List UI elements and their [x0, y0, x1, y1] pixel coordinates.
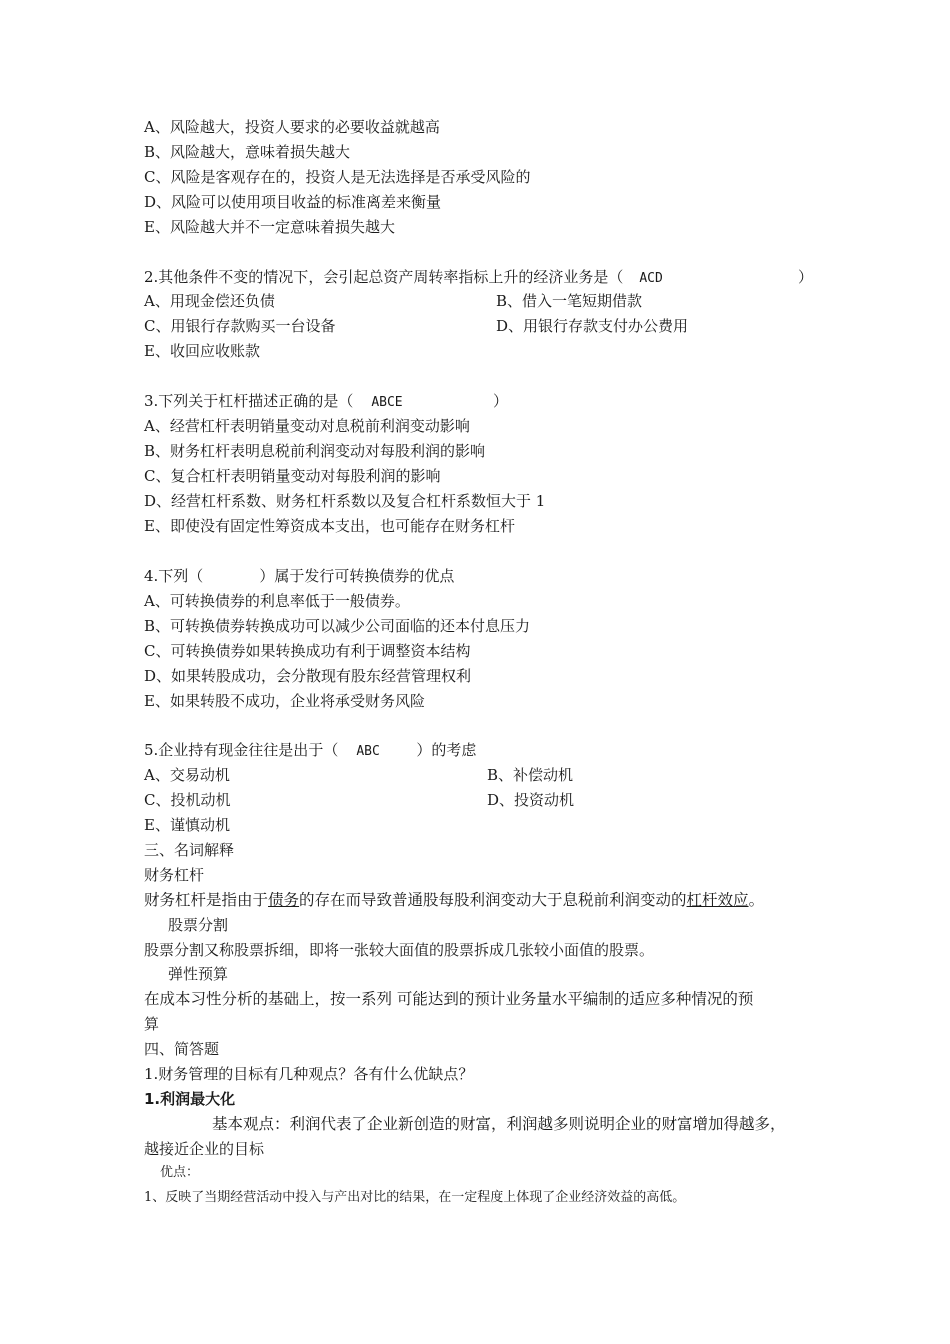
- link-debt[interactable]: 债务: [268, 891, 300, 909]
- q4-option-a: A、可转换债券的利息率低于一般债券。: [144, 592, 410, 610]
- q3-close-paren: ）: [493, 392, 509, 410]
- q2-option-e: E、收回应收账款: [144, 342, 260, 360]
- def-financial-leverage: [144, 889, 764, 911]
- q3-stem-text: 3.下列关于杠杆描述正确的是（: [144, 392, 354, 410]
- q3-answer: ABCE: [371, 395, 403, 410]
- q3-option-c: C、复合杠杆表明销量变动对每股利润的影响: [144, 467, 441, 485]
- q2-option-b: B、借入一笔短期借款: [496, 292, 643, 310]
- q3-option-b: B、财务杠杆表明息税前利润变动对每股利润的影响: [144, 442, 486, 460]
- link-leverage-effect[interactable]: 杠杆效应: [686, 891, 749, 909]
- q1-option-e: E、风险越大并不一定意味着损失越大: [144, 218, 395, 236]
- q2-stem-text: 2.其他条件不变的情况下，会引起总资产周转率指标上升的经济业务是（: [144, 268, 624, 286]
- q5-option-b: B、补偿动机: [487, 766, 574, 784]
- q1-option-b: B、风险越大，意味着损失越大: [144, 143, 351, 161]
- section4-heading: 四、简答题: [144, 1040, 220, 1058]
- def-stock-split: 股票分割又称股票拆细，即将一张较大面值的股票拆成几张较小面值的股票。: [144, 941, 655, 959]
- q3-option-a: A、经营杠杆表明销量变动对息税前利润变动影响: [144, 417, 470, 435]
- def1-part-a: 财务杠杆是指由于: [144, 891, 269, 909]
- def1-part-b: 的存在而导致普通股每股利润变动大于息税前利润变动的: [299, 891, 687, 909]
- q5-option-a: A、交易动机: [144, 766, 230, 784]
- q1-option-d: D、风险可以使用项目收益的标准离差来衡量: [144, 193, 442, 211]
- section4-question1: 1.财务管理的目标有几种观点？各有什么优缺点？: [144, 1065, 474, 1083]
- q2-option-d: D、用银行存款支付办公费用: [496, 317, 689, 335]
- q1-option-a: A、风险越大，投资人要求的必要收益就越高: [144, 118, 440, 136]
- basic-view-line2: 越接近企业的目标: [144, 1140, 265, 1158]
- def1-part-c: 。: [748, 891, 765, 909]
- q2-close-paren: ）: [798, 268, 814, 286]
- q5-option-c: C、投机动机: [144, 791, 231, 809]
- q3-option-d: D、经营杠杆系数、财务杠杆系数以及复合杠杆系数恒大于 1: [144, 492, 546, 510]
- q5-option-d: D、投资动机: [487, 791, 575, 809]
- q2-answer: ACD: [639, 271, 663, 286]
- q4-option-e: E、如果转股不成功，企业将承受财务风险: [144, 692, 425, 710]
- term-stock-split: 股票分割: [168, 916, 229, 934]
- def-flexible-budget-line2: 算: [144, 1015, 160, 1033]
- q3-stem: [144, 390, 403, 414]
- term-flexible-budget: 弹性预算: [168, 965, 229, 983]
- def-flexible-budget-line1: 在成本习性分析的基础上，按一系列 可能达到的预计业务量水平编制的适应多种情况的预: [144, 990, 754, 1008]
- q4-stem: [144, 565, 454, 587]
- q2-option-c: C、用银行存款购买一台设备: [144, 317, 336, 335]
- q5-stem-post: ）的考虑: [416, 741, 477, 759]
- q1-option-c: C、风险是客观存在的，投资人是无法选择是否承受风险的: [144, 168, 531, 186]
- q4-option-d: D、如果转股成功，会分散现有股东经营管理权利: [144, 667, 472, 685]
- q5-option-e: E、谨慎动机: [144, 816, 230, 834]
- pro-item-1: 1、反映了当期经营活动中投入与产出对比的结果，在一定程度上体现了企业经济效益的高低。: [144, 1190, 686, 1205]
- q2-stem: [144, 266, 663, 290]
- q4-stem-post: ）属于发行可转换债券的优点: [259, 567, 455, 585]
- q2-option-a: A、用现金偿还负债: [144, 292, 275, 310]
- q4-option-c: C、可转换债券如果转换成功有利于调整资本结构: [144, 642, 471, 660]
- basic-view-line1: 基本观点：利润代表了企业新创造的财富，利润越多则说明企业的财富增加得越多，: [212, 1115, 786, 1133]
- section3-heading: 三、名词解释: [144, 841, 235, 859]
- q3-option-e: E、即使没有固定性筹资成本支出，也可能存在财务杠杆: [144, 517, 515, 535]
- q5-stem-pre: 5.企业持有现金往往是出于（: [144, 741, 339, 759]
- q4-option-b: B、可转换债券转换成功可以减少公司面临的还本付息压力: [144, 617, 531, 635]
- q5-stem: [144, 739, 476, 763]
- subheading-profit-max: 1.利润最大化: [144, 1090, 236, 1108]
- term-financial-leverage: 财务杠杆: [144, 866, 205, 884]
- pros-label: 优点：: [160, 1165, 200, 1180]
- q4-stem-pre: 4.下列（: [144, 567, 204, 585]
- q5-answer: ABC: [356, 744, 380, 759]
